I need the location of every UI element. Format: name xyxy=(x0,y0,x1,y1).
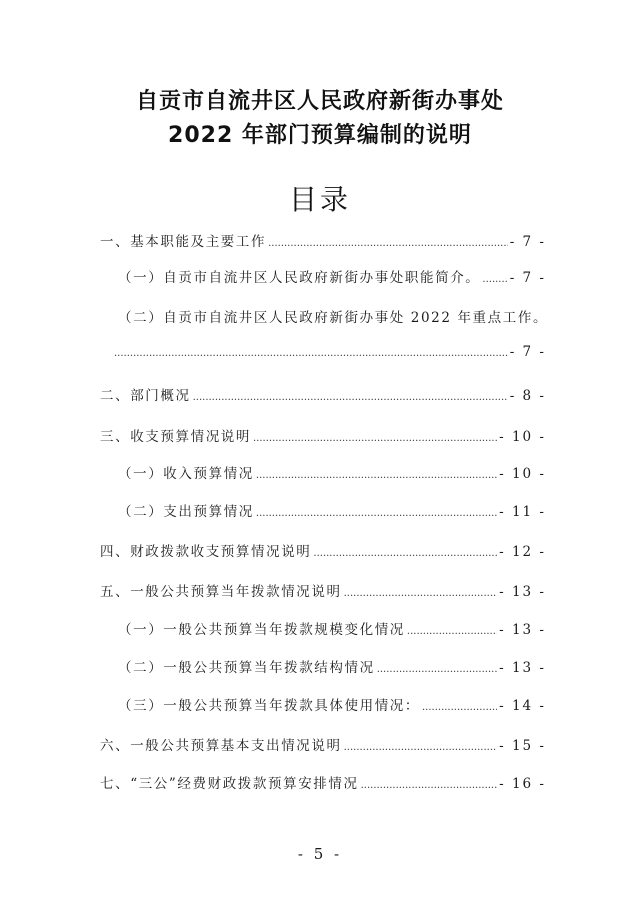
toc-entry-page: - 15 - xyxy=(499,738,546,754)
toc-entry-title: 二、部门概况 xyxy=(100,388,191,404)
page-number: - 5 - xyxy=(297,845,343,863)
toc-entry-page: - 11 - xyxy=(499,504,546,520)
toc-dot-leader xyxy=(377,664,497,675)
toc-entry-continuation[interactable] xyxy=(112,344,546,360)
toc-entry-title: （一）收入预算情况 xyxy=(118,466,254,482)
toc-entry[interactable] xyxy=(100,384,546,404)
toc-dot-leader xyxy=(361,780,498,791)
toc-dot-leader xyxy=(114,348,508,359)
toc-entry-title: 六、一般公共预算基本支出情况说明 xyxy=(100,738,342,754)
toc-entry-title: 七、“三公”经费财政拨款预算安排情况 xyxy=(100,776,359,792)
toc-entry[interactable] xyxy=(118,656,546,676)
toc-entry-page: - 7 - xyxy=(509,270,546,286)
toc-entry-page: - 13 - xyxy=(499,660,546,676)
toc-dot-leader xyxy=(407,626,497,637)
toc-entry[interactable] xyxy=(100,540,546,560)
toc-entry[interactable] xyxy=(100,772,546,792)
toc-entry[interactable] xyxy=(118,694,546,714)
document-title-line-1: 自贡市自流井区人民政府新街办事处 xyxy=(135,89,504,114)
toc-dot-leader xyxy=(482,274,507,285)
toc-entry-page: - 14 - xyxy=(499,698,546,714)
toc-entry-title: （二）一般公共预算当年拨款结构情况 xyxy=(118,660,375,676)
toc-entry-title: （三）一般公共预算当年拨款具体使用情况： xyxy=(118,698,420,714)
toc-entry-page: - 16 - xyxy=(499,776,546,792)
toc-entry-page: - 13 - xyxy=(499,622,546,638)
toc-dot-leader xyxy=(253,433,497,444)
toc-entry[interactable] xyxy=(118,618,546,638)
toc-entry[interactable] xyxy=(100,580,546,600)
toc-entry[interactable] xyxy=(118,500,546,520)
toc-entry-title: 四、财政拨款收支预算情况说明 xyxy=(100,544,312,560)
toc-entry-title: 一、基本职能及主要工作 xyxy=(100,234,267,250)
toc-entry[interactable] xyxy=(100,230,546,250)
toc-entry-page: - 13 - xyxy=(499,584,546,600)
toc-dot-leader xyxy=(193,392,508,403)
toc-entry-page: - 7 - xyxy=(509,234,546,250)
toc-dot-leader xyxy=(344,588,498,599)
toc-entry[interactable] xyxy=(100,425,546,445)
toc-entry[interactable] xyxy=(118,306,549,326)
toc-entry-page: - 10 - xyxy=(499,466,546,482)
toc-dot-leader xyxy=(422,702,497,713)
toc-entry[interactable] xyxy=(118,266,546,286)
toc-entry-title: （二）自贡市自流井区人民政府新街办事处 2022 年重点工作。 xyxy=(118,310,549,326)
toc-entry-page: - 7 - xyxy=(509,344,546,360)
toc-dot-leader xyxy=(256,508,497,519)
toc-entry[interactable] xyxy=(100,734,546,754)
toc-dot-leader xyxy=(344,742,498,753)
toc-dot-leader xyxy=(268,238,508,249)
toc-entry[interactable] xyxy=(118,462,546,482)
toc-entry-page: - 12 - xyxy=(499,544,546,560)
toc-entry-title: （二）支出预算情况 xyxy=(118,504,254,520)
toc-entry-title: 五、一般公共预算当年拨款情况说明 xyxy=(100,584,342,600)
toc-entry-page: - 8 - xyxy=(509,388,546,404)
toc-heading: 目录 xyxy=(288,183,351,216)
toc-entry-title: 三、收支预算情况说明 xyxy=(100,429,251,445)
toc-entry-page: - 10 - xyxy=(499,429,546,445)
toc-entry-title: （一）一般公共预算当年拨款规模变化情况 xyxy=(118,622,405,638)
toc-dot-leader xyxy=(313,548,497,559)
toc-entry-title: （一）自贡市自流井区人民政府新街办事处职能简介。 xyxy=(118,270,481,286)
toc-dot-leader xyxy=(256,470,497,481)
document-title-line-2: 2022 年部门预算编制的说明 xyxy=(168,123,472,148)
